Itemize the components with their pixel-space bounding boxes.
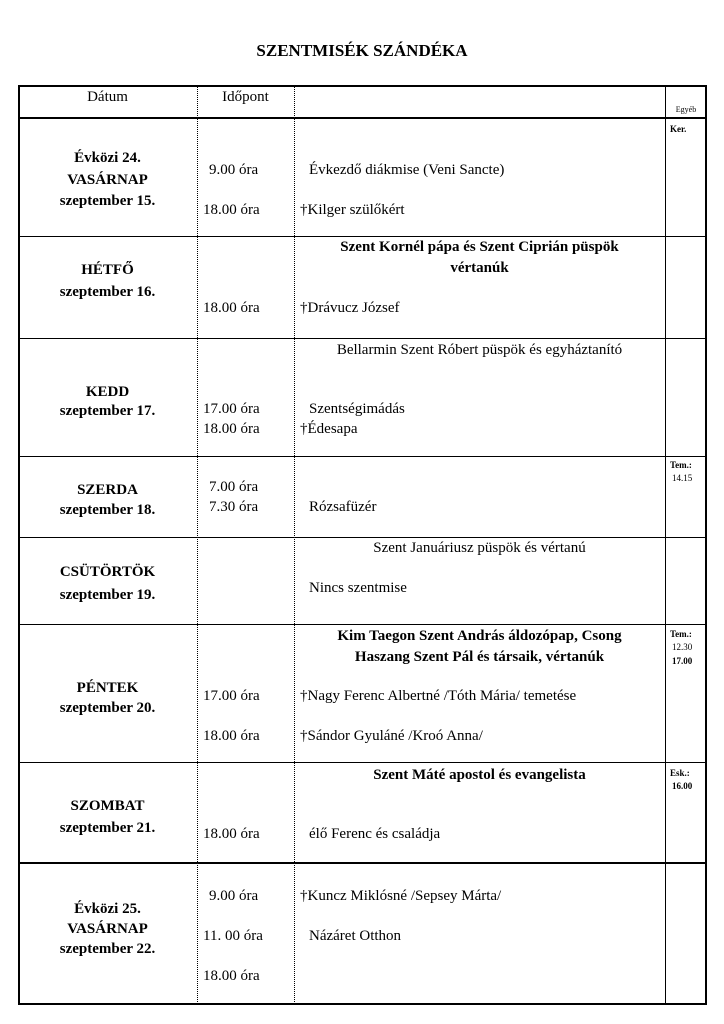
row-divider (18, 456, 707, 457)
day-date-line: VASÁRNAP (67, 172, 148, 188)
mass-time: 7.30 óra (209, 499, 259, 515)
row-divider (18, 537, 707, 538)
mass-time: 18.00 óra (203, 300, 260, 316)
row-divider (18, 862, 707, 864)
mass-time: 7.00 óra (209, 479, 259, 495)
day-date-line: SZOMBAT (70, 798, 145, 814)
day-date-line: szeptember 19. (59, 587, 156, 603)
other-note: Ker. (670, 124, 687, 134)
feast-line: Haszang Szent Pál és társaik, vértanúk (354, 649, 605, 665)
mass-intention: Názáret Otthon (309, 928, 402, 944)
mass-intention: †Édesapa (300, 421, 358, 437)
mass-time: 18.00 óra (203, 202, 260, 218)
mass-time: 17.00 óra (203, 688, 260, 704)
mass-intention: Szentségimádás (309, 401, 405, 417)
mass-intention: élő Ferenc és családja (309, 826, 441, 842)
mass-intention: Nincs szentmise (309, 580, 407, 596)
day-date-line: szeptember 16. (59, 284, 156, 300)
row-divider (18, 236, 707, 237)
day-date-line: szeptember 21. (59, 820, 156, 836)
day-date-line: KEDD (85, 384, 130, 400)
mass-time: 9.00 óra (209, 162, 259, 178)
mass-time: 17.00 óra (203, 401, 260, 417)
day-date-line: szeptember 20. (59, 700, 156, 716)
mass-intention: Évkezdő diákmise (Veni Sancte) (309, 162, 505, 178)
mass-time: 11. 00 óra (203, 928, 263, 944)
column-divider-date (197, 86, 198, 1004)
header-date: Dátum (87, 89, 128, 105)
day-date-line: SZERDA (77, 482, 138, 498)
mass-intention: †Sándor Gyuláné /Kroó Anna/ (300, 728, 483, 744)
mass-time: 18.00 óra (203, 826, 260, 842)
page-title: SZENTMISÉK SZÁNDÉKA (256, 41, 468, 60)
mass-intention: †Kilger szülőkért (300, 202, 405, 218)
mass-time: 18.00 óra (203, 421, 260, 437)
row-divider (18, 624, 707, 625)
day-date-line: szeptember 17. (59, 403, 156, 419)
mass-time: 18.00 óra (203, 968, 260, 984)
other-note: 16.00 (672, 781, 693, 791)
day-date-line: VASÁRNAP (67, 921, 148, 937)
feast-line: Bellarmin Szent Róbert püspök és egyháztanító (336, 342, 623, 358)
other-note: 12.30 (672, 642, 693, 652)
mass-time: 9.00 óra (209, 888, 259, 904)
day-date-line: HÉTFŐ (81, 262, 134, 278)
feast-line: vértanúk (450, 260, 509, 276)
day-date-line: szeptember 22. (59, 941, 156, 957)
row-divider (18, 762, 707, 763)
feast-line: Szent Kornél pápa és Szent Ciprián püspök (340, 239, 619, 255)
header-other: Egyéb (675, 105, 697, 114)
mass-intention: Rózsafüzér (309, 499, 377, 515)
mass-intention: †Drávucz József (300, 300, 400, 316)
header-divider (18, 117, 707, 119)
other-note: Tem.: (670, 460, 692, 470)
mass-intention: †Nagy Ferenc Albertné /Tóth Mária/ temetése (300, 688, 577, 704)
day-date-line: Évközi 24. (74, 150, 141, 166)
header-time: Időpont (222, 89, 269, 105)
mass-time: 18.00 óra (203, 728, 260, 744)
day-date-line: PÉNTEK (76, 680, 139, 696)
other-note: 14.15 (672, 473, 693, 483)
feast-line: Szent Januáriusz püspök és vértanú (373, 540, 586, 556)
other-note: Esk.: (670, 768, 690, 778)
row-divider (18, 338, 707, 339)
other-note: Tem.: (670, 629, 692, 639)
day-date-line: CSÜTÖRTÖK (59, 564, 156, 580)
other-note: 17.00 (672, 656, 693, 666)
day-date-line: szeptember 18. (59, 502, 156, 518)
feast-line: Kim Taegon Szent András áldozópap, Csong (337, 628, 622, 644)
feast-line: Szent Máté apostol és evangelista (373, 767, 586, 783)
column-divider-other (665, 86, 666, 1004)
day-date-line: szeptember 15. (59, 193, 156, 209)
mass-intention: †Kuncz Miklósné /Sepsey Márta/ (300, 888, 502, 904)
day-date-line: Évközi 25. (74, 901, 141, 917)
